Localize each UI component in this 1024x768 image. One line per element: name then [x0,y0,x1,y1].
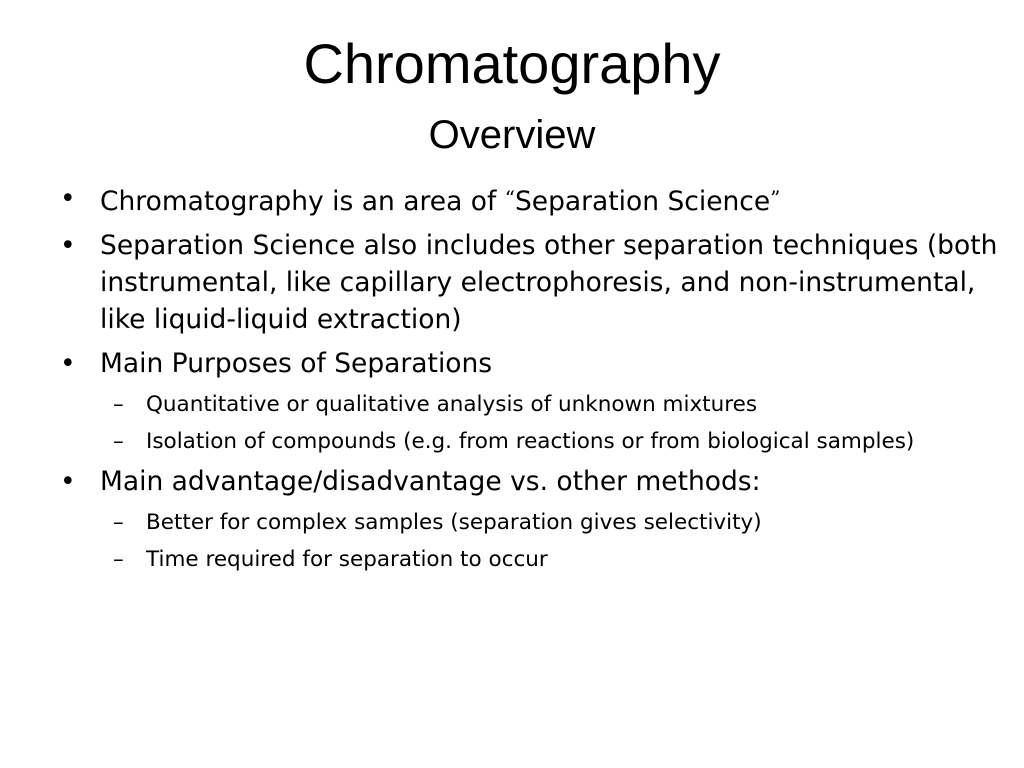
open-quote: “ [504,186,515,210]
sub-bullet-text: Quantitative or qualitative analysis of unknown mixtures [146,392,758,417]
bullet-item-3 [58,345,998,382]
slide-body [58,180,998,581]
bullet-mark: • [60,466,76,497]
bullet-item-1 [58,180,998,220]
sub-bullet-item [58,507,998,538]
bullet-text: Main Purposes of Separations [100,348,493,379]
bullet-text: Chromatography is an area of [100,186,505,217]
close-quote: ” [770,186,781,210]
sub-bullet-text: Time required for separation to occur [146,547,548,572]
bullet-mark: • [60,348,76,379]
sub-bullet-mark: – [113,510,124,535]
sub-bullet-text: Better for complex samples (separation gives selectivity) [146,510,762,535]
sub-bullet-text: Isolation of compounds (e.g. from reactions or from biological samples) [146,429,915,454]
sub-bullet-item [58,544,998,575]
sub-bullet-item [58,426,998,457]
bullet-item-4 [58,463,998,500]
bullet-text: Separation Science also includes other separation techniques (both instrumental, like capillary electrophoresis, and non-instrumental, like liquid-liquid extraction) [100,230,998,335]
sub-bullet-item [58,389,998,420]
sub-bullet-mark: – [113,547,124,572]
bullet-mark: • [60,230,76,261]
sub-bullet-mark: – [113,429,124,454]
bullet-item-2 [58,227,998,338]
quoted-term: Separation Science [514,186,771,217]
bullet-text: Main advantage/disadvantage vs. other methods: [100,466,761,497]
sub-bullet-mark: – [113,392,124,417]
slide-subtitle: Overview [428,113,596,157]
bullet-mark: • [60,183,76,214]
slide-title: Chromatography [303,32,721,95]
